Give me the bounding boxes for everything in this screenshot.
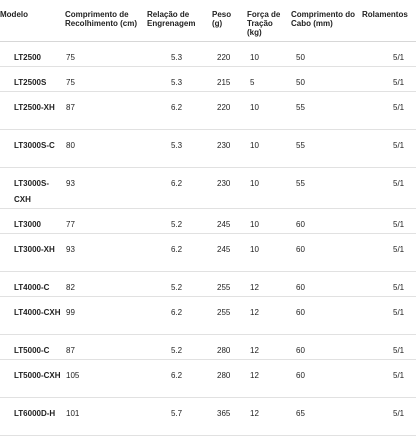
cell-bearings: 5/1 <box>360 233 416 271</box>
cell-handle-length: 60 <box>289 334 360 359</box>
header-weight: Peso (g) <box>210 0 245 41</box>
cell-handle-length: 60 <box>289 208 360 233</box>
header-bearings: Rolamentos <box>360 0 416 41</box>
cell-gear-ratio: 5.2 <box>145 334 210 359</box>
cell-model: LT4000-CXH <box>0 296 63 334</box>
table-row <box>0 397 416 435</box>
cell-model: LT2500S <box>0 66 63 91</box>
cell-drag: 12 <box>245 296 289 334</box>
cell-gear-ratio: 6.2 <box>145 167 210 208</box>
header-row <box>0 0 416 41</box>
cell-gear-ratio: 5.7 <box>145 397 210 435</box>
cell-retrieve: 105 <box>63 359 145 397</box>
cell-drag: 12 <box>245 397 289 435</box>
cell-weight: 230 <box>210 167 245 208</box>
table-row <box>0 91 416 129</box>
cell-bearings: 5/1 <box>360 296 416 334</box>
table-row <box>0 271 416 296</box>
cell-handle-length: 50 <box>289 41 360 66</box>
table-row <box>0 296 416 334</box>
cell-weight: 220 <box>210 41 245 66</box>
cell-handle-length: 65 <box>289 397 360 435</box>
cell-bearings: 5/1 <box>360 66 416 91</box>
cell-drag: 12 <box>245 334 289 359</box>
cell-model: LT2500-XH <box>0 91 63 129</box>
cell-drag: 10 <box>245 129 289 167</box>
cell-model: LT5000-C <box>0 334 63 359</box>
cell-retrieve: 93 <box>63 233 145 271</box>
cell-drag: 5 <box>245 66 289 91</box>
cell-handle-length: 60 <box>289 359 360 397</box>
cell-model: LT3000S-CXH <box>0 167 63 208</box>
table-row <box>0 208 416 233</box>
cell-gear-ratio: 5.2 <box>145 271 210 296</box>
header-handle-length: Comprimento do Cabo (mm) <box>289 0 360 41</box>
cell-drag: 12 <box>245 271 289 296</box>
cell-handle-length: 60 <box>289 271 360 296</box>
cell-gear-ratio: 5.3 <box>145 129 210 167</box>
cell-weight: 245 <box>210 233 245 271</box>
table-row <box>0 334 416 359</box>
cell-bearings: 5/1 <box>360 359 416 397</box>
cell-retrieve: 82 <box>63 271 145 296</box>
cell-retrieve: 99 <box>63 296 145 334</box>
cell-drag: 10 <box>245 91 289 129</box>
cell-weight: 255 <box>210 271 245 296</box>
cell-retrieve: 93 <box>63 167 145 208</box>
cell-bearings: 5/1 <box>360 129 416 167</box>
cell-retrieve: 77 <box>63 208 145 233</box>
header-retrieve: Comprimento de Recolhimento (cm) <box>63 0 145 41</box>
header-drag: Força de Tração (kg) <box>245 0 289 41</box>
cell-handle-length: 60 <box>289 296 360 334</box>
cell-drag: 10 <box>245 233 289 271</box>
cell-gear-ratio: 6.2 <box>145 296 210 334</box>
cell-model: LT3000-XH <box>0 233 63 271</box>
cell-bearings: 5/1 <box>360 91 416 129</box>
cell-handle-length: 60 <box>289 233 360 271</box>
cell-weight: 220 <box>210 91 245 129</box>
cell-gear-ratio: 5.3 <box>145 66 210 91</box>
cell-gear-ratio: 6.2 <box>145 91 210 129</box>
table-row <box>0 129 416 167</box>
cell-drag: 10 <box>245 41 289 66</box>
cell-drag: 12 <box>245 359 289 397</box>
cell-weight: 365 <box>210 397 245 435</box>
cell-handle-length: 50 <box>289 66 360 91</box>
cell-bearings: 5/1 <box>360 271 416 296</box>
table-row <box>0 359 416 397</box>
cell-retrieve: 80 <box>63 129 145 167</box>
cell-retrieve: 87 <box>63 91 145 129</box>
cell-bearings: 5/1 <box>360 167 416 208</box>
table-row <box>0 233 416 271</box>
cell-bearings: 5/1 <box>360 397 416 435</box>
cell-bearings: 5/1 <box>360 41 416 66</box>
cell-model: LT2500 <box>0 41 63 66</box>
cell-model: LT4000-C <box>0 271 63 296</box>
cell-retrieve: 87 <box>63 334 145 359</box>
cell-handle-length: 55 <box>289 129 360 167</box>
table-row <box>0 41 416 66</box>
cell-handle-length: 55 <box>289 167 360 208</box>
header-model: Modelo <box>0 0 63 41</box>
cell-weight: 215 <box>210 66 245 91</box>
table-row <box>0 66 416 91</box>
cell-weight: 245 <box>210 208 245 233</box>
cell-model: LT3000S-C <box>0 129 63 167</box>
cell-handle-length: 55 <box>289 91 360 129</box>
cell-drag: 10 <box>245 167 289 208</box>
cell-weight: 230 <box>210 129 245 167</box>
cell-model: LT6000D-H <box>0 397 63 435</box>
cell-model: LT5000-CXH <box>0 359 63 397</box>
table-row <box>0 167 416 208</box>
cell-drag: 10 <box>245 208 289 233</box>
cell-bearings: 5/1 <box>360 334 416 359</box>
cell-gear-ratio: 5.2 <box>145 208 210 233</box>
cell-retrieve: 75 <box>63 41 145 66</box>
cell-weight: 280 <box>210 359 245 397</box>
cell-weight: 255 <box>210 296 245 334</box>
cell-gear-ratio: 6.2 <box>145 359 210 397</box>
table-header <box>0 0 416 41</box>
cell-weight: 280 <box>210 334 245 359</box>
cell-retrieve: 75 <box>63 66 145 91</box>
header-gear-ratio: Relação de Engrenagem <box>145 0 210 41</box>
cell-gear-ratio: 5.3 <box>145 41 210 66</box>
cell-retrieve: 101 <box>63 397 145 435</box>
table-body <box>0 41 416 435</box>
cell-bearings: 5/1 <box>360 208 416 233</box>
cell-model: LT3000 <box>0 208 63 233</box>
cell-gear-ratio: 6.2 <box>145 233 210 271</box>
